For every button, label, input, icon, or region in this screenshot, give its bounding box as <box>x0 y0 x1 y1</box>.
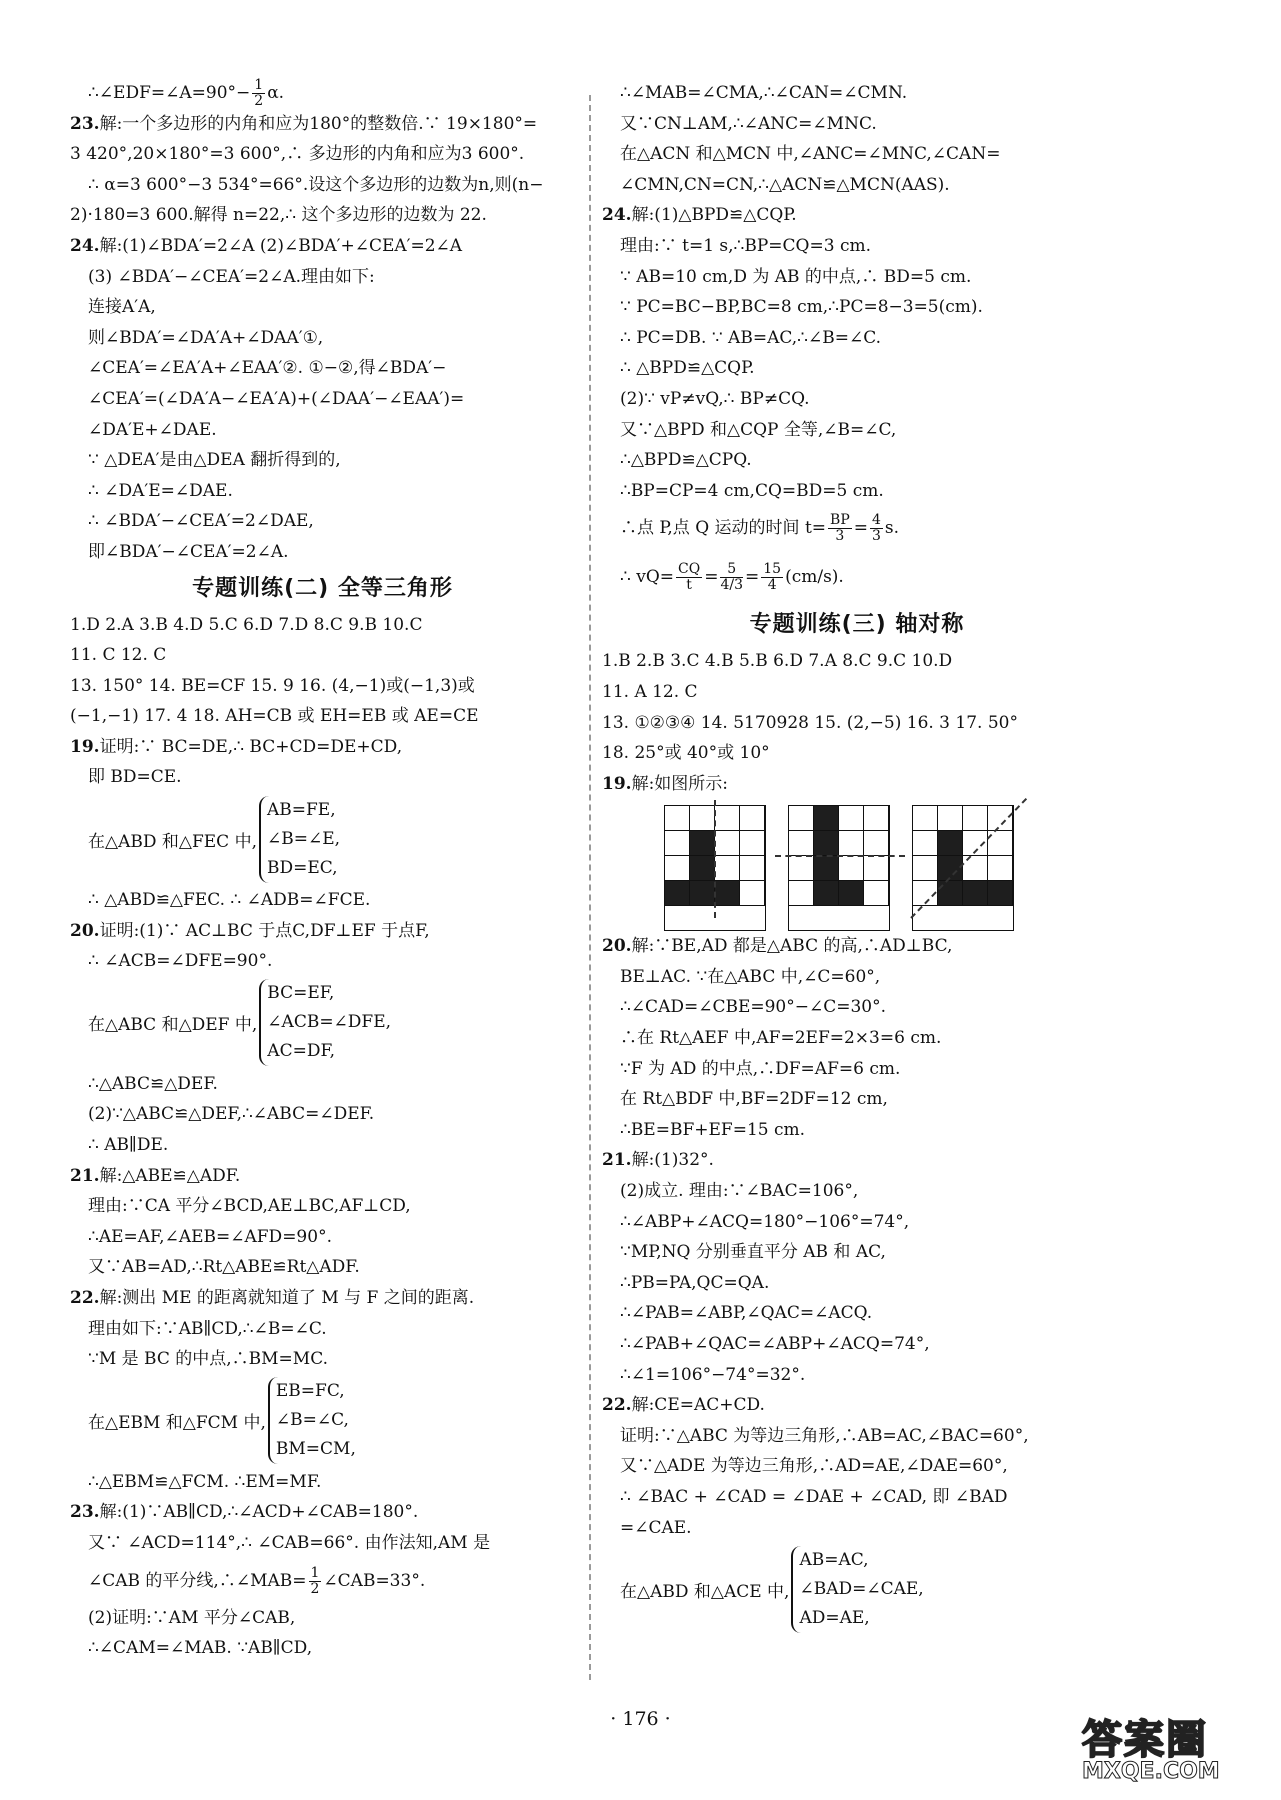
fraction: $\frac{1}{2}$ <box>310 1564 320 1597</box>
text-line: ∴在 Rt△AEF 中,AF=2EF=2×3=6 cm. <box>620 1028 942 1049</box>
symmetry-axis <box>909 796 1029 921</box>
watermark-text: 答案圈 <box>1082 1717 1208 1763</box>
brace-prefix: 在△ABD 和△ACE 中, <box>620 1581 790 1602</box>
grid-figure-1 <box>664 805 766 931</box>
text-line: ∠CEA′=(∠DA′A−∠EA′A)+(∠DAA′−∠EAA′)= <box>88 388 465 409</box>
grid-figure-2 <box>788 805 890 931</box>
answer-19: 19.解:如图所示: <box>602 773 729 794</box>
text-line: ∵ AB=10 cm,D 为 AB 的中点,∴ BD=5 cm. <box>620 266 972 287</box>
brace-system <box>602 1543 1112 1635</box>
brace-item: BM=CM, <box>275 1439 356 1460</box>
fraction: $\frac{5}{4/3}$ <box>720 561 743 594</box>
text-line: ∴△BPD≌△CPQ. <box>620 450 752 471</box>
text-line: 1.B 2.B 3.C 4.B 5.B 6.D 7.A 8.C 9.C 10.D <box>602 651 953 672</box>
brace-item: ∠BAD=∠CAE, <box>799 1578 924 1599</box>
text-line: ∴∠MAB=∠CMA,∴∠CAN=∠CMN. <box>620 83 908 103</box>
text-line: 又∵△ADE 为等边三角形,∴AD=AE,∠DAE=60°, <box>620 1456 1008 1477</box>
text-line: ∠CMN,CN=CN,∴△ACN≌△MCN(AAS). <box>620 174 950 195</box>
answer-24: 24.解:(1)∠BDA′=2∠A (2)∠BDA′+∠CEA′=2∠A <box>70 235 463 256</box>
text-line: ∴AE=AF,∠AEB=∠AFD=90°. <box>88 1226 332 1247</box>
text-line: 理由:∵CA 平分∠BCD,AE⊥BC,AF⊥CD, <box>88 1196 411 1217</box>
column-divider <box>589 95 591 1680</box>
section-title: 专题训练(三) 轴对称 <box>749 612 965 638</box>
brace-system <box>70 977 575 1069</box>
text-line: ∴ ∠DA′E=∠DAE. <box>88 480 233 501</box>
text-line: ∴∠EDF=∠A=90°− $\frac{1}{2}$ α. <box>88 77 285 109</box>
text-line: ∠CAB 的平分线,∴∠MAB= $\frac{1}{2}$ ∠CAB=33°. <box>88 1564 426 1597</box>
text-line: ∴BP=CP=4 cm,CQ=BD=5 cm. <box>620 480 884 501</box>
answer-21: 21.解:(1)32°. <box>602 1150 714 1171</box>
text-line: ∵ PC=BC−BP,BC=8 cm,∴PC=8−3=5(cm). <box>620 297 983 318</box>
text-line: 在 Rt△BDF 中,BF=2DF=12 cm, <box>620 1089 888 1110</box>
answer-20: 20.证明:(1)∵ AC⊥BC 于点C,DF⊥EF 于点F, <box>70 920 430 941</box>
brace-item: AB=AC, <box>799 1549 869 1570</box>
text-line: ∴ α=3 600°−3 534°=66°.设这个多边形的边数为n,则(n− <box>88 174 544 195</box>
brace-system <box>70 1375 575 1467</box>
text-line: ∴∠ABP+∠ACQ=180°−106°=74°, <box>620 1211 910 1232</box>
text-line: ∵M 是 BC 的中点,∴BM=MC. <box>88 1349 329 1370</box>
brace-prefix: 在△ABD 和△FEC 中, <box>88 831 257 852</box>
text-line: 又∵ ∠ACD=114°,∴ ∠CAB=66°. 由作法知,AM 是 <box>88 1532 491 1553</box>
text-line: ∴ PC=DB. ∵ AB=AC,∴∠B=∠C. <box>620 327 882 348</box>
text-line: ∴ ∠BDA′−∠CEA′=2∠DAE, <box>88 511 314 532</box>
brace-item: BC=EF, <box>267 983 335 1004</box>
text-line: 即∠BDA′−∠CEA′=2∠A. <box>88 541 289 562</box>
text-line: 2)·180=3 600.解得 n=22,∴ 这个多边形的边数为 22. <box>70 205 487 226</box>
text-line: (2)∵ vP≠vQ,∴ BP≠CQ. <box>620 388 810 409</box>
text-line: ∴BE=BF+EF=15 cm. <box>620 1119 806 1140</box>
brace-item: AD=AE, <box>799 1607 870 1628</box>
text-line: ∴∠CAM=∠MAB. ∵AB∥CD, <box>88 1638 313 1659</box>
text-line: 3 420°,20×180°=3 600°,∴ 多边形的内角和应为3 600°. <box>70 144 525 165</box>
text-line: (2)证明:∵AM 平分∠CAB, <box>88 1607 296 1628</box>
symmetry-figures <box>602 799 1112 931</box>
text-line: 即 BD=CE. <box>88 767 182 788</box>
text-line: (3) ∠BDA′−∠CEA′=2∠A.理由如下: <box>88 266 375 287</box>
text-line: ∵MP,NQ 分别垂直平分 AB 和 AC, <box>620 1242 886 1263</box>
text-line: 11. A 12. C <box>602 681 698 702</box>
brace-prefix: 在△EBM 和△FCM 中, <box>88 1413 266 1434</box>
text-line: (−1,−1) 17. 4 18. AH=CB 或 EH=EB 或 AE=CE <box>70 706 479 727</box>
watermark-logo <box>1082 1708 1262 1790</box>
text-line: ∴PB=PA,QC=QA. <box>620 1272 770 1293</box>
text-line: ∴ vQ= $\frac{CQ}{t}$ = $\frac{5}{4/3}$ = $\frac{15}{4}$ (cm/s). <box>620 561 844 594</box>
fraction: $\frac{1}{2}$ <box>254 77 264 109</box>
text-line: ∴ ∠ACB=∠DFE=90°. <box>88 951 273 972</box>
answer-22: 22.解:测出 ME 的距离就知道了 M 与 F 之间的距离. <box>70 1288 475 1308</box>
text-line: ∴ △BPD≌△CQP. <box>620 358 755 379</box>
text-line: ∴ △ABD≌△FEC. ∴ ∠ADB=∠FCE. <box>88 890 371 911</box>
text-line: 11. C 12. C <box>70 645 167 666</box>
text-line: 又∵CN⊥AM,∴∠ANC=∠MNC. <box>620 113 877 134</box>
brace-prefix: 在△ABC 和△DEF 中, <box>88 1015 258 1036</box>
text-line: 13. 150° 14. BE=CF 15. 9 16. (4,−1)或(−1,3)或 <box>70 675 475 696</box>
text-line: ∴△EBM≌△FCM. ∴EM=MF. <box>88 1471 322 1492</box>
fraction: $\frac{15}{4}$ <box>763 561 782 594</box>
text-line: BE⊥AC. ∵在△ABC 中,∠C=60°, <box>620 966 881 987</box>
answer-23: 23.解:一个多边形的内角和应为180°的整数倍.∵ 19×180°= <box>70 113 538 134</box>
text-line: =∠CAE. <box>620 1517 692 1538</box>
brace-list <box>259 979 391 1066</box>
answer-22: 22.解:CE=AC+CD. <box>602 1395 765 1416</box>
text-line: 又∵△BPD 和△CQP 全等,∠B=∠C, <box>620 419 897 440</box>
brace-item: AC=DF, <box>267 1041 336 1062</box>
text-line: (2)成立. 理由:∵∠BAC=106°, <box>620 1181 859 1202</box>
answer-19: 19.证明:∵ BC=DE,∴ BC+CD=DE+CD, <box>70 736 403 757</box>
fraction: $\frac{BP}{3}$ <box>830 512 850 545</box>
text-line: 理由:∵ t=1 s,∴BP=CQ=3 cm. <box>620 235 871 256</box>
brace-list <box>268 1377 356 1464</box>
left-column <box>70 78 575 1664</box>
text-line: ∴ AB∥DE. <box>88 1135 169 1156</box>
text-line: ∴∠1=106°−74°=32°. <box>620 1364 806 1385</box>
text-line: ∠CEA′=∠EA′A+∠EAA′②. ①−②,得∠BDA′− <box>88 358 447 379</box>
symmetry-axis <box>775 855 905 857</box>
text-line: 又∵AB=AD,∴Rt△ABE≌Rt△ADF. <box>88 1257 360 1278</box>
answer-20: 20.解:∵BE,AD 都是△ABC 的高,∴AD⊥BC, <box>602 936 953 957</box>
text-line: 18. 25°或 40°或 10° <box>602 743 770 764</box>
fraction: $\frac{4}{3}$ <box>872 512 881 545</box>
brace-item: ∠B=∠C, <box>275 1410 349 1431</box>
brace-item: BD=EC, <box>266 857 338 878</box>
brace-item: ∠ACB=∠DFE, <box>267 1012 392 1033</box>
brace-item: EB=FC, <box>275 1381 345 1402</box>
brace-item: AB=FE, <box>266 799 336 820</box>
text-line: ∴△ABC≌△DEF. <box>88 1073 218 1094</box>
text-line: ∴∠CAD=∠CBE=90°−∠C=30°. <box>620 997 887 1018</box>
answer-23b: 23.解:(1)∵AB∥CD,∴∠ACD+∠CAB=180°. <box>70 1502 419 1523</box>
text-line: ∴ ∠BAC + ∠CAD = ∠DAE + ∠CAD, 即 ∠BAD <box>620 1486 1008 1507</box>
brace-list <box>791 1546 923 1633</box>
text-line: (2)∵△ABC≌△DEF,∴∠ABC=∠DEF. <box>88 1104 375 1125</box>
brace-list <box>259 796 340 883</box>
page-number: · 176 · <box>610 1708 671 1730</box>
text-line: ∴∠PAB+∠QAC=∠ABP+∠ACQ=74°, <box>620 1334 930 1354</box>
section-title: 专题训练(二) 全等三角形 <box>192 575 453 601</box>
text-line: 证明:∵△ABC 为等边三角形,∴AB=AC,∠BAC=60°, <box>620 1425 1029 1446</box>
text-line: 在△ACN 和△MCN 中,∠ANC=∠MNC,∠CAN= <box>620 144 1001 165</box>
text-line: 则∠BDA′=∠DA′A+∠DAA′①, <box>88 327 324 348</box>
answer-24: 24.解:(1)△BPD≌△CQP. <box>602 205 797 226</box>
text-line: ∵F 为 AD 的中点,∴DF=AF=6 cm. <box>620 1058 901 1079</box>
text-line: ∠DA′E+∠DAE. <box>88 419 217 440</box>
text-line: ∵ △DEA′是由△DEA 翻折得到的, <box>88 450 341 471</box>
text-line: 13. ①②③④ 14. 5170928 15. (2,−5) 16. 3 17. 50° <box>602 712 1018 733</box>
watermark-site: MXQE.COM <box>1082 1759 1220 1784</box>
symmetry-axis <box>714 800 716 918</box>
right-column <box>602 78 1112 1635</box>
fraction: $\frac{CQ}{t}$ <box>678 561 701 594</box>
text-line: ∴点 P,点 Q 运动的时间 t= $\frac{BP}{3}$ = $\frac{4}{3}$ s. <box>620 512 900 545</box>
text-line: 连接A′A, <box>88 297 156 318</box>
brace-item: ∠B=∠E, <box>266 828 341 849</box>
brace-system <box>70 793 575 885</box>
answer-21: 21.解:△ABE≌△ADF. <box>70 1165 241 1186</box>
text-line: ∴∠PAB=∠ABP,∠QAC=∠ACQ. <box>620 1303 873 1324</box>
text-line: 1.D 2.A 3.B 4.D 5.C 6.D 7.D 8.C 9.B 10.C <box>70 614 423 635</box>
grid-figure-3 <box>912 805 1014 931</box>
text-line: 理由如下:∵AB∥CD,∴∠B=∠C. <box>88 1318 327 1339</box>
